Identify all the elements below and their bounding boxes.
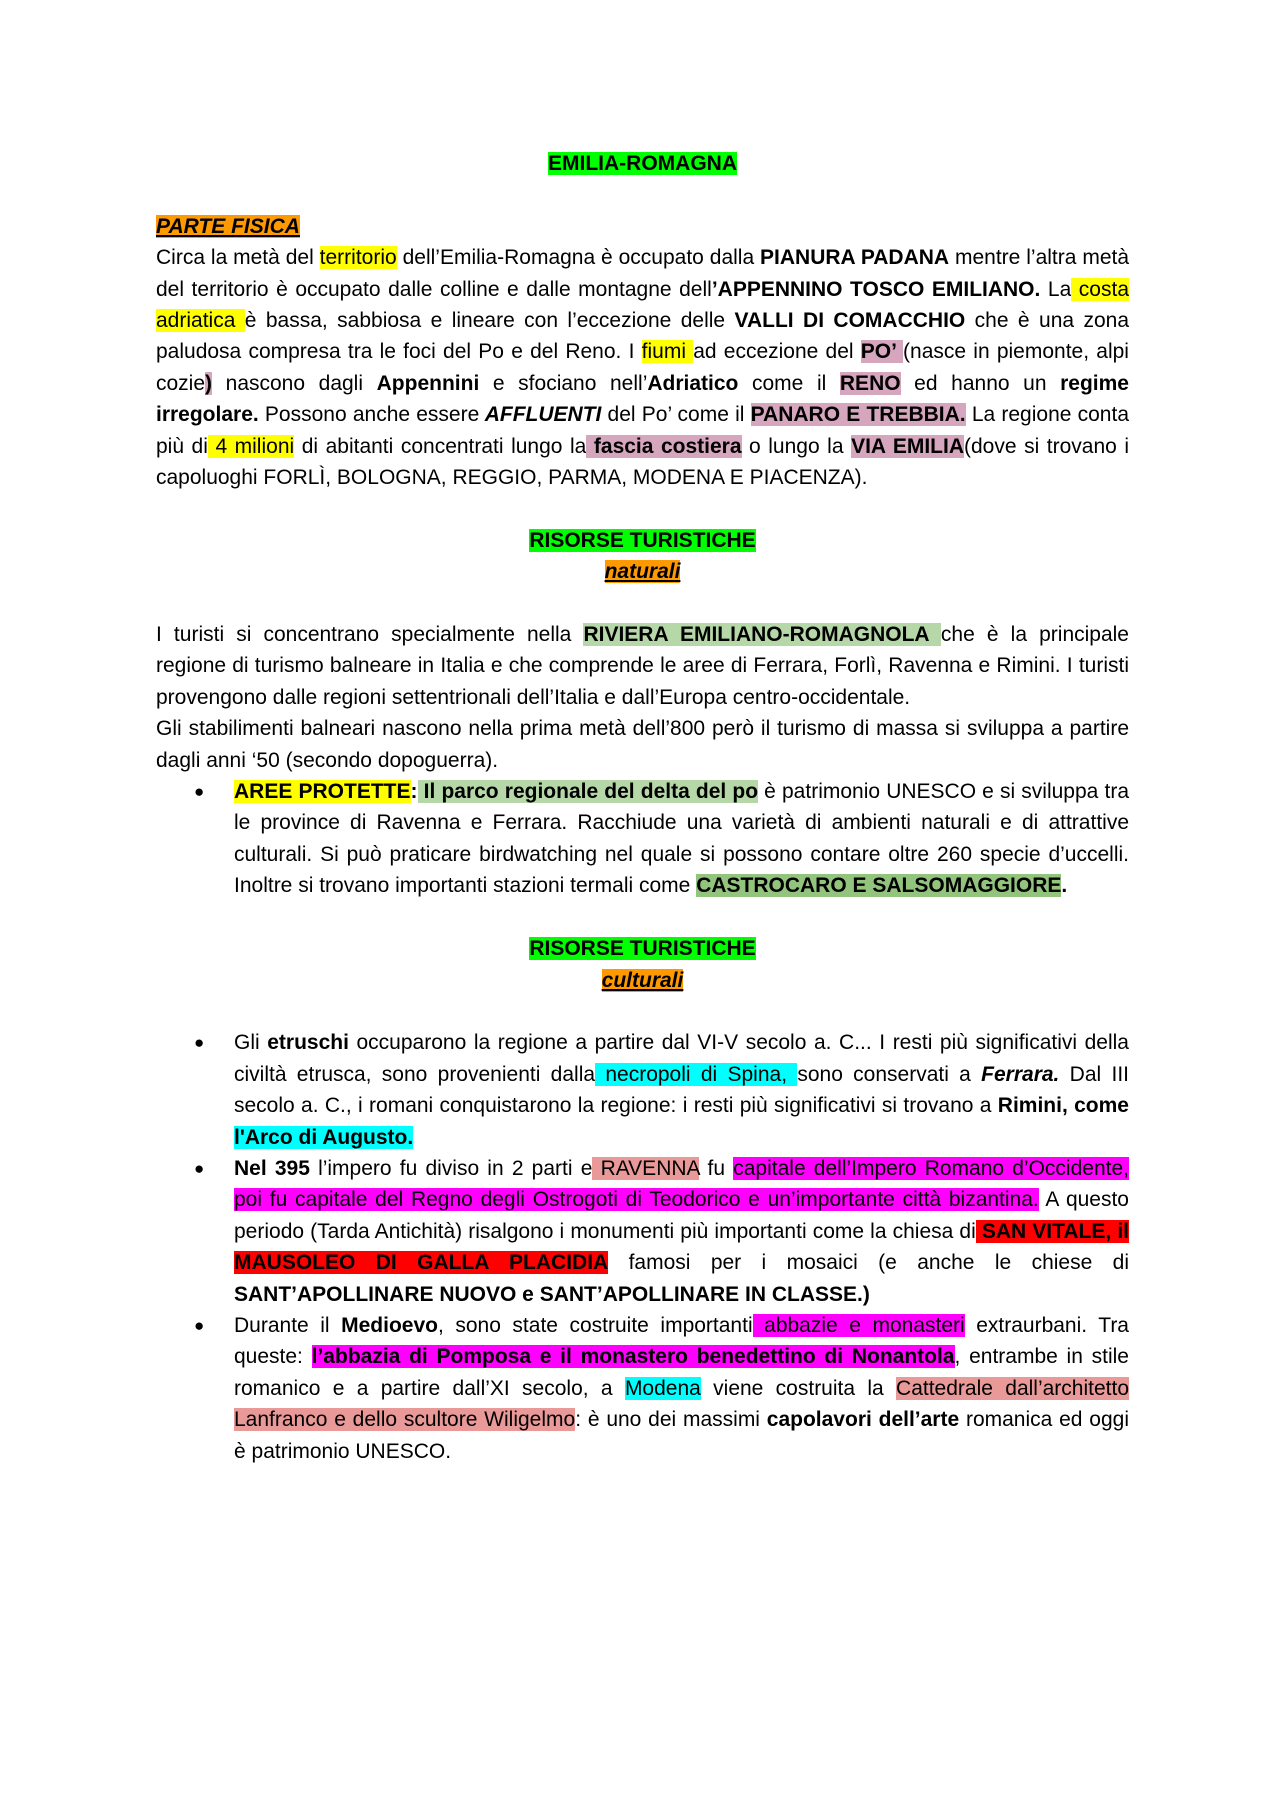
document-page xyxy=(156,148,1129,1467)
list-item: ● Nel 395 l’impero fu diviso in 2 parti e RAVENNA fu capitale dell’Impero Romano d’Occidente, poi fu capitale del Regno degli Ostrogoti di Teodorico e un’importante città bizantina. A questo periodo (Tarda Antichità) risalgono i monumenti più importanti come la chiesa di SAN VITALE, il MAUSOLEO DI GALLA PLACIDIA famosi per i mosaici (e anche le chiese di SANT’APOLLINARE NUOVO e SANT’APOLLINARE IN CLASSE.) xyxy=(234,1153,1129,1310)
section-heading-risorse-naturali: RISORSE TURISTICHE xyxy=(529,528,756,552)
paragraph-naturali-1: I turisti si concentrano specialmente nella RIVIERA EMILIANO-ROMAGNOLA che è la principale regione di turismo balneare in Italia e che comprende le aree di Ferrara, Forlì, Ravenna e Rimini. I turisti provengono dalle regioni settentrionali dell’Italia e dall’Europa centro-occidentale. xyxy=(156,623,1129,709)
section-subheading-culturali: culturali xyxy=(601,968,684,992)
section-heading-risorse-culturali: RISORSE TURISTICHE xyxy=(529,937,756,961)
document-title: EMILIA-ROMAGNA xyxy=(548,152,737,175)
list-aree-protette xyxy=(156,776,1129,902)
list-item: ● AREE PROTETTE: Il parco regionale del delta del po è patrimonio UNESCO e si sviluppa tra le province di Ravenna e Ferrara. Racchiude una varietà di ambienti naturali e di attrattive culturali. Si può praticare birdwatching nel quale si possono contare oltre 260 specie d’uccelli. Inoltre si trovano importanti stazioni termali come CASTROCARO E SALSOMAGGIORE. xyxy=(234,776,1129,902)
paragraph-parte-fisica: Circa la metà del territorio dell’Emilia-Romagna è occupato dalla PIANURA PADANA mentre l’altra metà del territorio è occupato dalle colline e dalle montagne dell’APPENNINO TOSCO EMILIANO. La costa adriatica è bassa, sabbiosa e lineare con l’eccezione delle VALLI DI COMACCHIO che è una zona paludosa compresa tra le foci del Po e del Reno. I fiumi ad eccezione del PO’ (nasce in piemonte, alpi cozie) nascono dagli Appennini e sfociano nell’Adriatico come il RENO ed hanno un regime irregolare. Possono anche essere AFFLUENTI del Po’ come il PANARO E TREBBIA. La regione conta più di 4 milioni di abitanti concentrati lungo la fascia costiera o lungo la VIA EMILIA(dove si trovano i capoluoghi FORLÌ, BOLOGNA, REGGIO, PARMA, MODENA E PIACENZA). xyxy=(156,246,1130,490)
section-heading-parte-fisica: PARTE FISICA xyxy=(156,214,300,238)
paragraph-naturali-2: Gli stabilimenti balneari nascono nella prima metà dell’800 però il turismo di massa si sviluppa a partire dagli anni ‘50 (secondo dopoguerra). xyxy=(156,717,1129,772)
list-item: ● Durante il Medioevo, sono state costruite importanti abbazie e monasteri extraurbani. Tra queste: l’abbazia di Pomposa e il monastero benedettino di Nonantola, entrambe in stile romanico e a partire dall’XI secolo, a Modena viene costruita la Cattedrale dall’architetto Lanfranco e dello scultore Wiligelmo: è uno dei massimi capolavori dell’arte romanica ed oggi è patrimonio UNESCO. xyxy=(234,1310,1129,1467)
section-subheading-naturali: naturali xyxy=(604,560,681,584)
list-culturali xyxy=(156,1027,1129,1467)
list-item: ● Gli etruschi occuparono la regione a partire dal VI-V secolo a. C... I resti più significativi della civiltà etrusca, sono provenienti dalla necropoli di Spina, sono conservati a Ferrara. Dal III secolo a. C., i romani conquistarono la regione: i resti più significativi si trovano a Rimini, come l'Arco di Augusto. xyxy=(234,1027,1129,1153)
